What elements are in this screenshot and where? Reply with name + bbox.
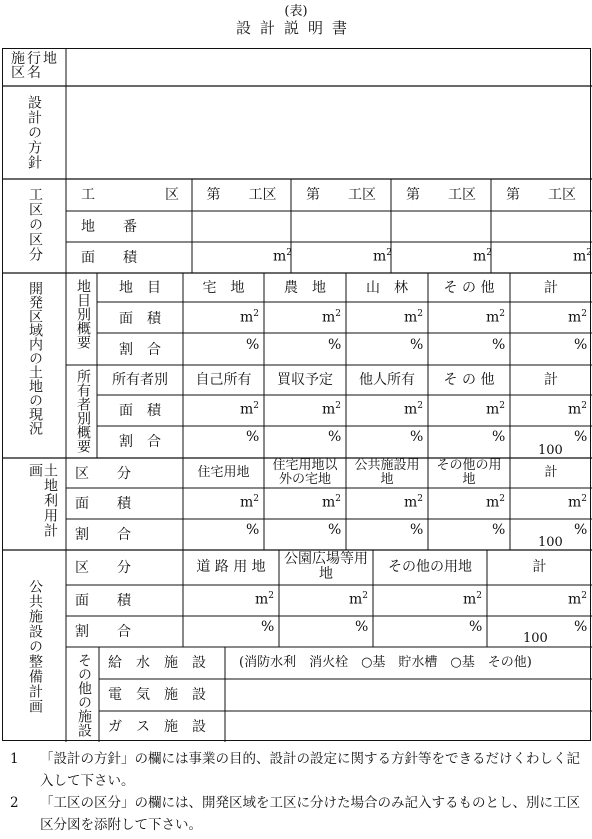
koukyou-total: 100 <box>523 631 548 646</box>
shoyu-percent: % <box>492 429 506 445</box>
kyusui-label: 給 水 施 設 <box>108 655 206 671</box>
riyou-col-header: 計 <box>544 465 558 480</box>
shoyu-percent: % <box>410 429 424 445</box>
kouku-col-1: 第 工区 <box>206 187 277 203</box>
note-item <box>10 792 590 836</box>
other-facilities-label: その他の施設 <box>76 653 92 737</box>
chimoku-menseki-label: 面 積 <box>119 311 161 327</box>
riyou-total: 100 <box>538 535 563 550</box>
riyou-col-header: 公共施設用地 <box>354 458 420 487</box>
shoyu-label: 所有者別概要 <box>75 369 91 453</box>
shoyu-percent: % <box>574 429 588 445</box>
riyou-kubun-label: 区 分 <box>75 466 131 482</box>
note-number: 1 <box>10 751 19 767</box>
shikou-label <box>11 52 63 80</box>
shoyu-col-header: 計 <box>544 372 558 388</box>
shoyu-percent: % <box>246 429 260 445</box>
form-subtitle: (表) <box>284 4 308 19</box>
shoyu-col-header: 他人所有 <box>359 372 415 388</box>
kuiki-unit-3: $m^2$ <box>473 248 493 265</box>
riyou-label: 土地利用計画 <box>27 463 58 538</box>
chimoku-col-header: 宅 地 <box>202 280 245 296</box>
koukyou-kubun-label: 区 分 <box>75 560 131 576</box>
riyou-menseki-label: 面 積 <box>75 496 131 512</box>
riyou-percent: % <box>492 522 506 538</box>
shoyu-col-header: そ の 他 <box>443 372 495 388</box>
design-explanation-table <box>2 48 591 741</box>
kouku-col-4: 第 工区 <box>506 187 576 203</box>
riyou-col-header: その他の用地 <box>436 458 502 487</box>
kouku-col-3: 第 工区 <box>406 187 476 203</box>
form-title: 設計説明書 <box>235 19 356 37</box>
koukyou-unit: $m^2$ <box>463 591 483 608</box>
shoyu-wariai-label: 割 合 <box>119 434 161 450</box>
chimoku-percent: % <box>246 337 260 353</box>
kuiki-unit-1: $m^2$ <box>273 248 293 265</box>
houshin-label: 設計の方針 <box>26 95 42 170</box>
koukyou-unit: $m^2$ <box>255 591 275 608</box>
shoyu-percent: % <box>328 429 342 445</box>
notes-section <box>10 748 590 836</box>
denki-label: 電 気 施 設 <box>108 687 206 703</box>
genkyo-label: 開発区域内の土地の現況 <box>27 281 43 435</box>
shoyu-col-header: 所有者別 <box>112 372 168 388</box>
houshin-input[interactable] <box>69 89 589 177</box>
kuiki-menseki-label: 面 積 <box>81 250 137 266</box>
riyou-wariai-label: 割 合 <box>75 527 131 543</box>
koukyou-percent: % <box>469 619 483 635</box>
koukyou-percent: % <box>355 619 369 635</box>
chimoku-unit: $m^2$ <box>404 309 424 326</box>
riyou-col-header: 住宅用地 <box>197 465 250 480</box>
kuiki-unit-4: $m^2$ <box>573 248 592 265</box>
shoyu-unit: $m^2$ <box>568 401 588 418</box>
koukyou-label: 公共施設の整備計画 <box>27 579 43 714</box>
chiban-label: 地 番 <box>81 219 137 235</box>
chimoku-col-header: そ の 他 <box>443 280 495 296</box>
chimoku-percent: % <box>410 337 424 353</box>
koukyou-col-header: その他の用地 <box>388 559 472 575</box>
riyou-unit: $m^2$ <box>486 494 506 511</box>
shoyu-col-header: 自己所有 <box>195 372 252 388</box>
chimoku-unit: $m^2$ <box>486 309 506 326</box>
kuiki-label: 工区の区分 <box>27 187 43 262</box>
kouku-header: 工区 <box>81 187 179 203</box>
kuiki-unit-2: $m^2$ <box>373 248 393 265</box>
note-item <box>10 748 590 792</box>
shoyu-menseki-label: 面 積 <box>119 403 161 419</box>
chimoku-unit: $m^2$ <box>240 309 260 326</box>
riyou-unit: $m^2$ <box>404 494 424 511</box>
chimoku-percent: % <box>492 337 506 353</box>
riyou-unit: $m^2$ <box>568 494 588 511</box>
shoyu-unit: $m^2$ <box>322 401 342 418</box>
riyou-percent: % <box>410 522 424 538</box>
note-text: 「工区の区分」の欄には、開発区域を工区に分けた場合のみ記入するものとし、別に工区区分図を添附して下さい。 <box>40 795 580 833</box>
riyou-percent: % <box>574 522 588 538</box>
koukyou-percent: % <box>574 619 588 635</box>
koukyou-col-header: 計 <box>532 559 547 575</box>
koukyou-wariai-label: 割 合 <box>75 624 131 640</box>
shoyu-col-header: 買収予定 <box>277 372 333 388</box>
note-text: 「設計の方針」の欄には事業の目的、設計の設定に関する方針等をできるだけくわしく記入して下さい。 <box>40 751 580 789</box>
riyou-unit: $m^2$ <box>322 494 342 511</box>
koukyou-col-header: 道 路 用 地 <box>196 559 266 575</box>
shikou-label-text: 施行地区名 <box>11 51 59 81</box>
chimoku-unit: $m^2$ <box>568 309 588 326</box>
chimoku-unit: $m^2$ <box>322 309 342 326</box>
riyou-percent: % <box>328 522 342 538</box>
chimoku-col-header: 計 <box>544 280 558 296</box>
chimoku-col-header: 農 地 <box>284 280 326 296</box>
chimoku-wariai-label: 割 合 <box>119 342 161 358</box>
koukyou-unit: $m^2$ <box>568 591 588 608</box>
riyou-unit: $m^2$ <box>240 494 260 511</box>
chimoku-col-header: 山 林 <box>366 280 408 296</box>
shoyu-unit: $m^2$ <box>404 401 424 418</box>
kouku-col-2: 第 工区 <box>306 187 376 203</box>
riyou-col-header: 住宅用地以外の宅地 <box>272 458 338 487</box>
koukyou-menseki-label: 面 積 <box>75 593 131 609</box>
note-number: 2 <box>10 795 19 811</box>
koukyou-col-header: 公園広場等用地 <box>284 551 368 582</box>
kyusui-detail: (消防水利 消火栓 ○基 貯水槽 ○基 その他) <box>239 655 532 670</box>
chimoku-percent: % <box>574 337 588 353</box>
chimoku-percent: % <box>328 337 342 353</box>
shoyu-unit: $m^2$ <box>486 401 506 418</box>
koukyou-percent: % <box>261 619 275 635</box>
gas-label: ガ ス 施 設 <box>108 719 206 735</box>
koukyou-unit: $m^2$ <box>349 591 369 608</box>
shoyu-unit: $m^2$ <box>240 401 260 418</box>
riyou-percent: % <box>246 522 260 538</box>
chimoku-col-header: 地 目 <box>119 280 161 296</box>
genkyo-total: 100 <box>538 443 563 458</box>
shikou-input[interactable] <box>69 51 589 84</box>
chimoku-label: 地目別概要 <box>75 279 91 349</box>
